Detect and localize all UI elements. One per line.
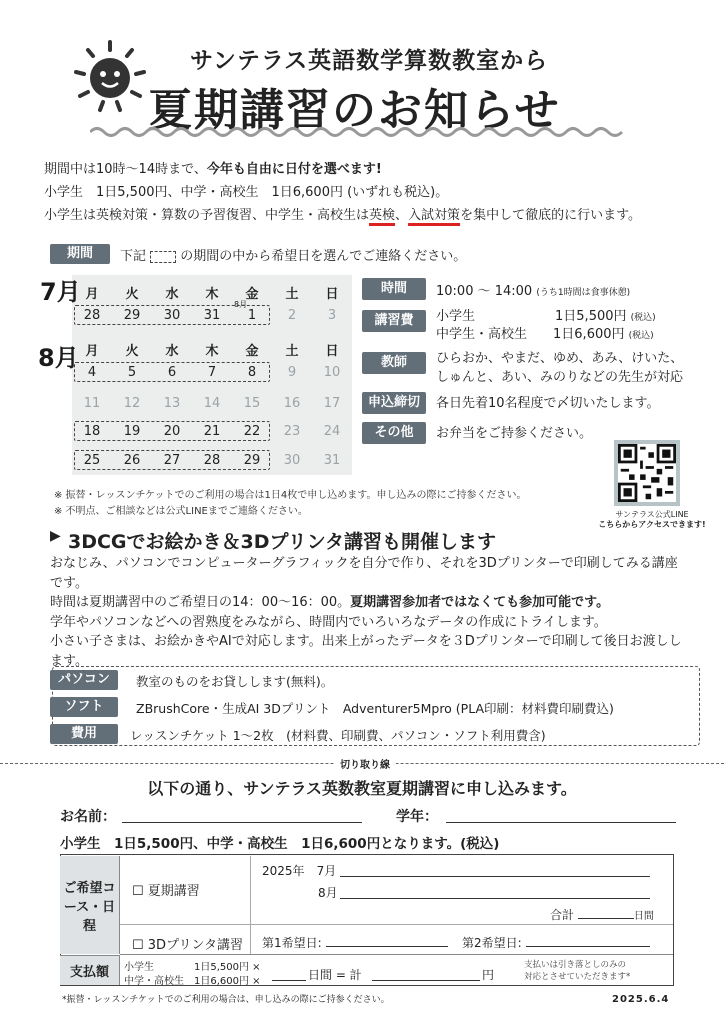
page-title: 夏期講習のお知らせ: [148, 85, 561, 136]
software-label: ソフト: [50, 697, 118, 717]
aug-mini-label: 8月: [234, 300, 248, 309]
calendar-day: 23: [283, 424, 301, 439]
calendar-day: 14: [203, 396, 221, 411]
cg-paragraph-4: 小さい子さまは、お絵かきやAIで対応します。出来上がったデータを３Dプリンターで印刷して後日お渡しします。: [50, 634, 682, 669]
price-line: 小学生 1日5,500円、中学・高校生 1日6,600円となります。(税込): [60, 836, 500, 852]
course-label: ご希望コース・日程: [60, 856, 120, 954]
chevron-right-icon: ▶: [50, 528, 61, 544]
period-label: 期間: [50, 244, 110, 264]
summer-course-checkbox[interactable]: ☐ 夏期講習: [132, 884, 200, 899]
cut-line-label: 切り取り線: [334, 756, 396, 771]
calendar-day[interactable]: 19: [123, 424, 141, 439]
note-2: ※ 不明点、ご相談などは公式LINEまでご連絡ください。: [54, 506, 308, 517]
header-subtitle: サンテラス英語数学算数教室から: [190, 48, 549, 74]
pref2-field[interactable]: [526, 946, 650, 947]
calendar-day: 12: [123, 396, 141, 411]
intro-line-2: 小学生 1日5,500円、中学・高校生 1日6,600円 (いずれも税込)。: [44, 185, 449, 200]
aug-label: 8月: [318, 886, 338, 900]
other-text: お弁当をご持参ください。: [436, 426, 593, 441]
grade-field[interactable]: [446, 822, 676, 823]
footnote: *振替・レッスンチケットでのご利用の場合は、申し込みの際にご持参ください。: [62, 995, 390, 1005]
calendar-day: 10: [323, 365, 341, 380]
cost-text: レッスンチケット 1〜2枚 (材料費、印刷費、パソコン・ソフト利用費含): [130, 728, 546, 743]
deadline-label: 申込締切: [362, 392, 426, 414]
pay-total-field[interactable]: [372, 980, 480, 981]
payment-label: 支払額: [60, 955, 120, 985]
pay-days-field[interactable]: [272, 980, 306, 981]
aug-dates-field[interactable]: [340, 898, 650, 899]
calendar-day[interactable]: 7: [207, 365, 217, 380]
calendar-day[interactable]: 1: [247, 308, 257, 323]
note-1: ※ 振替・レッスンチケットでのご利用の場合は1日4枚で申し込めます。申し込みの際にご持参ください。: [54, 490, 527, 501]
qr-caption-1: サンテラス公式LINE: [615, 510, 689, 519]
calendar-day[interactable]: 25: [83, 453, 101, 468]
calendar-day[interactable]: 29: [243, 453, 261, 468]
qr-caption-2: こちらからアクセスできます!: [598, 520, 706, 529]
calendar-day: 31: [323, 453, 341, 468]
calendar-day[interactable]: 28: [203, 453, 221, 468]
calendar-row: [72, 365, 352, 380]
calendar-day: 11: [83, 396, 101, 411]
calendar-day[interactable]: 26: [123, 453, 141, 468]
calendar-day[interactable]: 30: [163, 308, 181, 323]
wave-divider: [90, 125, 630, 139]
calendar-day[interactable]: 8: [247, 365, 257, 380]
intro-line-3: 小学生は英検対策・算数の予習復習、中学生・高校生は英検、入試対策を集中して徹底的に行います。: [44, 208, 642, 223]
pc-text: 教室のものをお貸しします(無料)。: [136, 674, 334, 689]
cost-label: 費用: [50, 724, 118, 744]
calendar-day: 9: [287, 365, 297, 380]
calendar-day[interactable]: 22: [243, 424, 261, 439]
calendar-day[interactable]: 20: [163, 424, 181, 439]
teacher-label: 教師: [362, 352, 426, 374]
name-label: お名前：: [60, 809, 116, 825]
grade-label: 学年：: [396, 809, 438, 825]
calendar-day[interactable]: 6: [167, 365, 177, 380]
form-title: 以下の通り、サンテラス英数教室夏期講習に申し込みます。: [147, 779, 577, 798]
july-label: 7月: [40, 278, 81, 306]
year-label: 2025年 7月: [262, 864, 337, 878]
calendar-day[interactable]: 27: [163, 453, 181, 468]
issue-date: 2025.6.4: [612, 994, 670, 1005]
time-text: 10:00 〜 14:00 (うち1時間は食事休憩): [436, 284, 631, 299]
august-label: 8月: [38, 344, 79, 372]
3d-course-checkbox[interactable]: ☐ 3Dプリンタ講習: [132, 938, 244, 953]
calendar-row: [72, 453, 352, 468]
calendar-day: 3: [327, 308, 337, 323]
pref2-label: 第2希望日:: [462, 936, 522, 950]
cg-paragraph-1: おなじみ、パソコンでコンピューターグラフィックを自分で作り、それを3Dプリンターで印刷してみる講座です。: [50, 556, 678, 591]
yen-label: 円: [482, 968, 495, 982]
cg-paragraph-2: 時間は夏期講習中のご希望日の14：00〜16：00。夏期講習参加者ではなくても参加可能です。: [50, 595, 610, 610]
pay-days-label: 日間 = 計: [308, 968, 362, 982]
calendar-day: 13: [163, 396, 181, 411]
fee-line-1: 小学生 1日5,500円 (税込): [436, 309, 656, 324]
calendar-day: 15: [243, 396, 261, 411]
calendar-day[interactable]: 4: [87, 365, 97, 380]
total-days: 合計 日間: [550, 908, 654, 922]
teacher-line-2: しゅんと、あい、みのりなどの先生が対応: [436, 370, 684, 385]
qr-pattern-icon: [618, 444, 676, 502]
calendar-day: 2: [287, 308, 297, 323]
calendar-day: 17: [323, 396, 341, 411]
pay-note-1: 支払いは引き落としのみの: [524, 960, 627, 970]
pref1-label: 第1希望日:: [262, 936, 322, 950]
software-text: ZBrushCore・生成AI 3Dプリント Adventurer5Mpro (PLA印刷：材料費印刷費込): [136, 701, 614, 716]
qr-code[interactable]: [614, 440, 680, 506]
calendar-day: 30: [283, 453, 301, 468]
cg-paragraph-3: 学年やパソコンなどへの習熟度をみながら、時間内でいろいろなデータの作成にトライします。: [50, 614, 607, 630]
teacher-line-1: ひらおか、やまだ、ゆめ、あみ、けいた、: [436, 351, 684, 366]
fee-label: 講習費: [362, 310, 426, 332]
cg-section-title: 3DCGでお絵かき＆3Dプリンタ講習も開催します: [68, 531, 497, 553]
calendar-row: [72, 424, 352, 439]
weekday-row-august: 月 火 水 木 金 土 日: [85, 344, 339, 359]
period-text: 下記 の期間の中から希望日を選んでご連絡ください。: [120, 249, 467, 264]
other-label: その他: [362, 422, 426, 444]
pc-label: パソコン: [50, 670, 118, 690]
pref1-field[interactable]: [326, 946, 448, 947]
sun-mascot-icon: [70, 38, 150, 118]
pay-line-1: 小学生 1日5,500円 ×: [124, 962, 261, 973]
calendar-row: [72, 396, 352, 411]
calendar-day[interactable]: 18: [83, 424, 101, 439]
calendar-row: [72, 308, 352, 323]
calendar-day[interactable]: 21: [203, 424, 221, 439]
calendar-day[interactable]: 31: [203, 308, 221, 323]
name-field[interactable]: [122, 822, 362, 823]
fee-line-2: 中学生・高校生 1日6,600円 (税込): [436, 327, 654, 342]
intro-line-1: 期間中は10時〜14時まで、今年も自由に日付を選べます!: [44, 162, 382, 177]
time-label: 時間: [362, 278, 426, 300]
cg-description: [50, 554, 690, 671]
calendar-day[interactable]: 28: [83, 308, 101, 323]
weekday-row-july: 月 火 水 木 金 土 日: [85, 287, 339, 302]
calendar-day[interactable]: 29: [123, 308, 141, 323]
july-dates-field[interactable]: [340, 876, 650, 877]
deadline-text: 各日先着10名程度で〆切いたします。: [436, 396, 660, 411]
pay-note-2: 対応とさせていただきます*: [524, 972, 631, 982]
calendar-day[interactable]: 5: [127, 365, 137, 380]
calendar-day: 16: [283, 396, 301, 411]
pay-line-2: 中学・高校生 1日6,600円 ×: [124, 976, 261, 987]
calendar-day: 24: [323, 424, 341, 439]
